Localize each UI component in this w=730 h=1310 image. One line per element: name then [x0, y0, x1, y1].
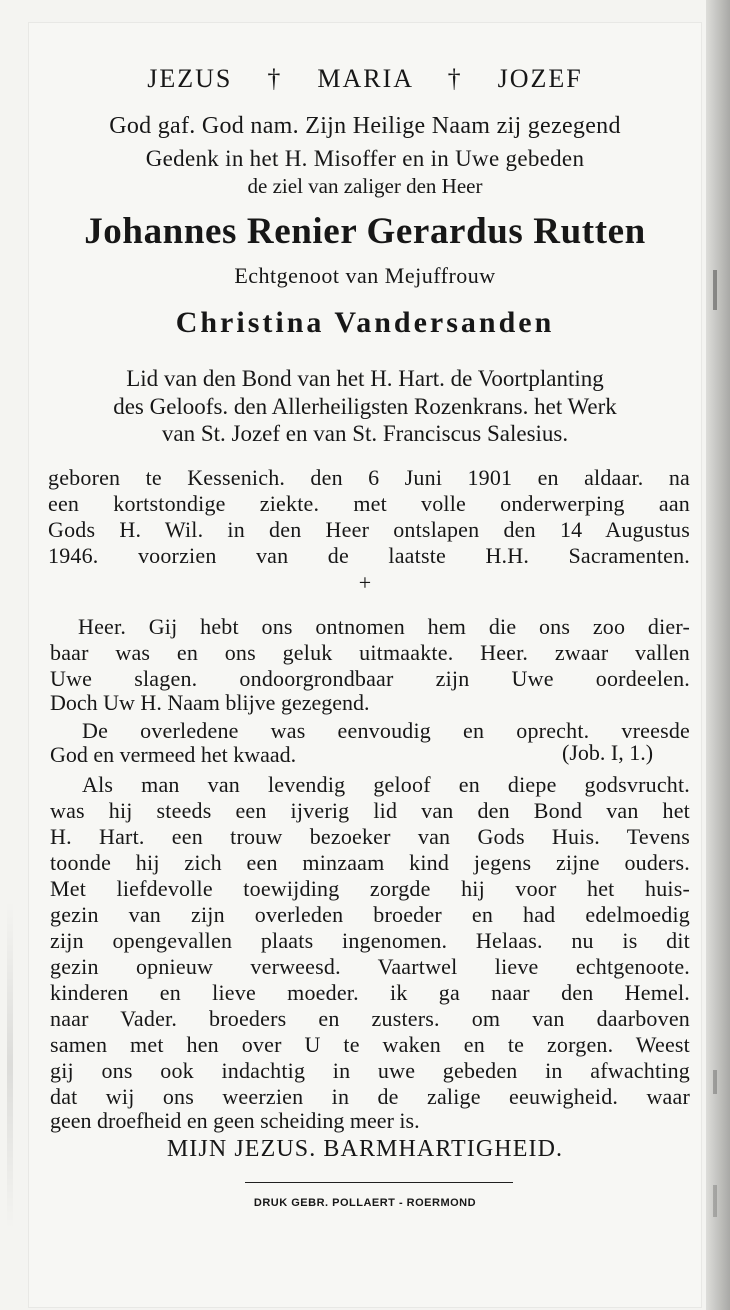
cross-icon: †	[267, 64, 283, 93]
meditation-line: Heer. Gij hebt ons ontnomen hem die ons zoo dier-	[78, 614, 690, 639]
biography-line: een kortstondige ziekte. met volle onderwerping aan	[48, 491, 690, 516]
heading-maria: MARIA	[317, 64, 413, 93]
meditation-line: H. Hart. een trouw bezoeker van Gods Huis. Tevens	[50, 824, 690, 849]
meditation-line: geen droefheid en geen scheiding meer is.	[50, 1108, 420, 1133]
printer-divider	[245, 1182, 513, 1183]
meditation-line: Uwe slagen. ondoorgrondbaar zijn Uwe oordeelen.	[50, 666, 690, 691]
meditation-line: kinderen en lieve moeder. ik ga naar den Hemel.	[50, 980, 690, 1005]
deceased-name: Johannes Renier Gerardus Rutten	[84, 211, 646, 252]
meditation-line: samen met hen over U te waken en te zorgen. Weest	[50, 1032, 690, 1057]
closing-line: MIJN JEZUS. BARMHARTIGHEID.	[166, 1136, 564, 1162]
meditation-line: gezin van zijn overleden broeder en had edelmoedig	[50, 902, 690, 927]
meditation-line: gezin opnieuw verweesd. Vaartwel lieve echtgenoote.	[50, 954, 690, 979]
right-edge-mark	[713, 1070, 717, 1094]
spouse-name: Christina Vandersanden	[175, 306, 555, 339]
cross-icon: †	[447, 64, 463, 93]
meditation-line: naar Vader. broeders en zusters. om van daarboven	[50, 1006, 690, 1031]
membership-line: van St. Jozef en van St. Franciscus Salesius.	[161, 421, 569, 446]
meditation-line: was hij steeds een ijverig lid van den Bond van het	[50, 798, 690, 823]
meditation-line: zijn opengevallen plaats ingenomen. Helaas. nu is dit	[50, 928, 690, 953]
biography-line: 1946. voorzien van de laatste H.H. Sacramenten.	[48, 543, 690, 568]
intro-line-3: de ziel van zaliger den Heer	[247, 174, 483, 198]
spouse-label: Echtgenoot van Mejuffrouw	[234, 263, 496, 288]
biography-line: geboren te Kessenich. den 6 Juni 1901 en aldaar. na	[48, 465, 690, 490]
membership-line: Lid van den Bond van het H. Hart. de Voortplanting	[126, 366, 604, 391]
cross-icon: +	[358, 570, 372, 595]
biography-line: Gods H. Wil. in den Heer ontslapen den 14 Augustus	[48, 517, 690, 542]
meditation-line: Doch Uw H. Naam blijve gezegend.	[50, 690, 370, 715]
intro-line-1: God gaf. God nam. Zijn Heilige Naam zij gezegend	[109, 113, 621, 139]
heading-jozef: JOZEF	[497, 64, 583, 93]
meditation-line: toonde hij zich een minzaam kind jegens zijne ouders.	[50, 850, 690, 875]
meditation-line: dat wij ons weerzien in de zalige eeuwigheid. waar	[50, 1084, 690, 1109]
heading-jezus: JEZUS	[147, 64, 233, 93]
meditation-line: gij ons ook indachtig in uwe gebeden in afwachting	[50, 1058, 690, 1083]
intro-line-2: Gedenk in het H. Misoffer en in Uwe gebeden	[145, 146, 585, 171]
heading	[0, 64, 730, 94]
meditation-line: Als man van levendig geloof en diepe godsvrucht.	[82, 772, 690, 797]
scripture-reference: (Job. I, 1.)	[562, 740, 654, 765]
membership-line: des Geloofs. den Allerheiligsten Rozenkrans. het Werk	[113, 394, 617, 419]
meditation-line: baar was en ons geluk uitmaakte. Heer. zwaar vallen	[50, 640, 690, 665]
left-scan-marks	[7, 900, 13, 1230]
meditation-line: Met liefdevolle toewijding zorgde hij voor het huis-	[50, 876, 690, 901]
printer-credit: DRUK GEBR. POLLAERT - ROERMOND	[253, 1197, 477, 1209]
meditation-line: God en vermeed het kwaad.	[50, 742, 297, 767]
meditation-line: De overledene was eenvoudig en oprecht. vreesde	[82, 718, 690, 743]
